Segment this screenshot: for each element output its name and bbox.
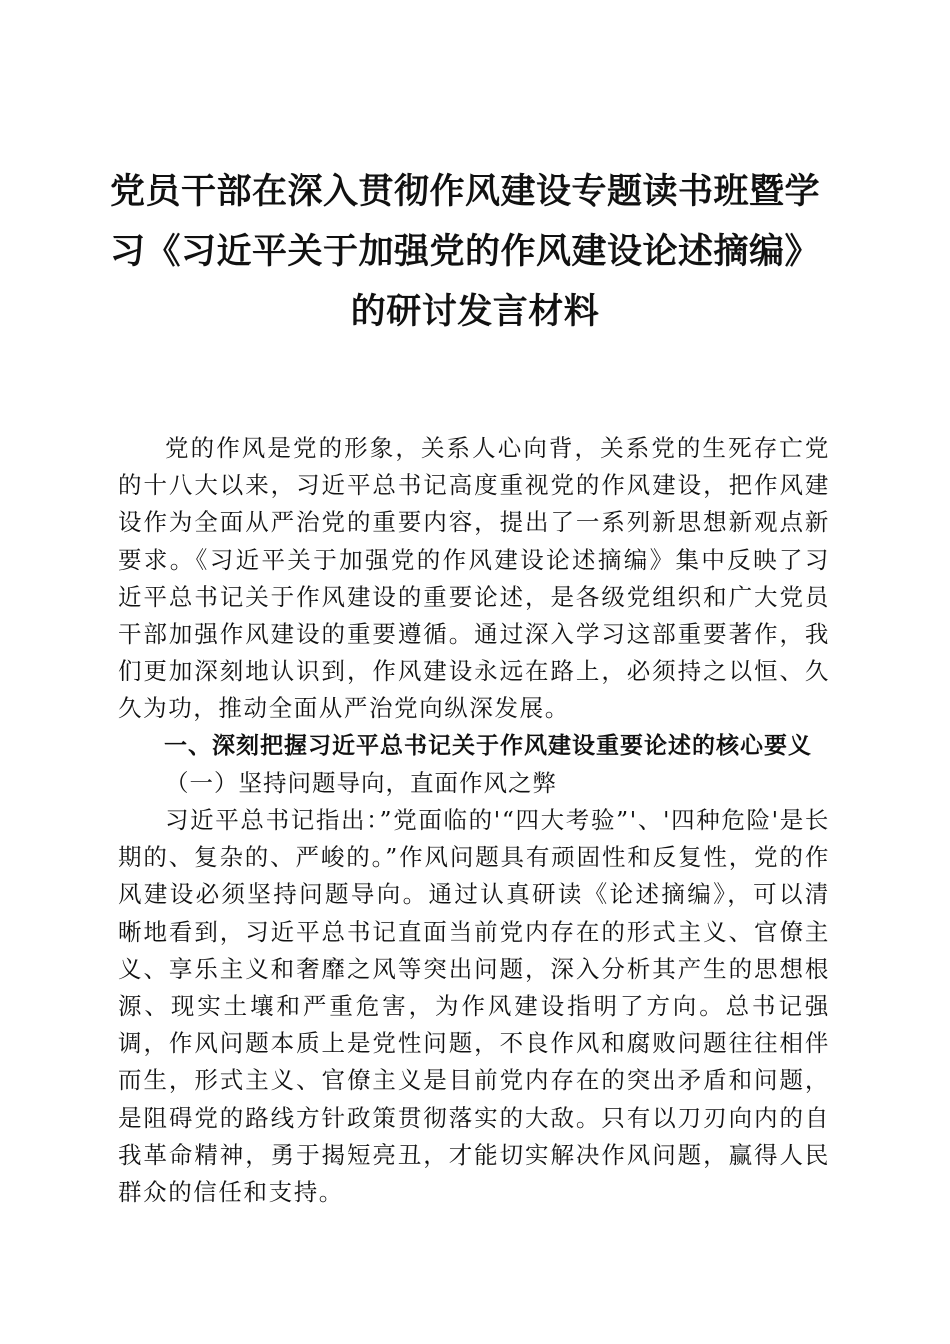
intro-paragraph: 党的作风是党的形象，关系人心向背，关系党的生死存亡党的十八大以来，习近平总书记高度重视党的作风建设，把作风建设作为全面从严治党的重要内容，提出了一系列新思想新观点新要求。《习近平关于加强党的作风建设论述摘编》集中反映了习近平总书记关于作风建设的重要论述，是各级党组织和广大党员干部加强作风建设的重要遵循。通过深入学习这部重要著作，我们更加深刻地认识到，作风建设永远在路上，必须持之以恒、久久为功，推动全面从严治党向纵深发展。 — [118, 434, 830, 723]
document-title — [110, 162, 840, 342]
subsection-heading-1: （一）坚持问题导向，直面作风之弊 — [165, 768, 557, 797]
body-paragraph-1: 习近平总书记指出：”党面临的'“四大考验”'、'四种危险'是长期的、复杂的、严峻的。”作风问题具有顽固性和反复性，党的作风建设必须坚持问题导向。通过认真研读《论述摘编》，可以清晰地看到，习近平总书记直面当前党内存在的形式主义、官僚主义、享乐主义和奢靡之风等突出问题，深入分析其产生的思想根源、现实土壤和严重危害，为作风建设指明了方向。总书记强调，作风问题本质上是党性问题，不良作风和腐败问题往往相伴而生，形式主义、官僚主义是目前党内存在的突出矛盾和问题，是阻碍党的路线方针政策贯彻落实的大敌。只有以刀刃向内的自我革命精神，勇于揭短亮丑，才能切实解决作风问题，赢得人民群众的信任和支持。 — [118, 806, 830, 1207]
title-line-3: 的研讨发言材料 — [350, 291, 600, 332]
title-line-1: 党员干部在深入贯彻作风建设专题读书班暨学 — [110, 171, 821, 212]
title-line-2: 习《习近平关于加强党的作风建设论述摘编》 — [110, 231, 821, 272]
section-heading-1: 一、深刻把握习近平总书记关于作风建设重要论述的核心要义 — [164, 732, 812, 759]
document-body — [118, 430, 830, 1211]
